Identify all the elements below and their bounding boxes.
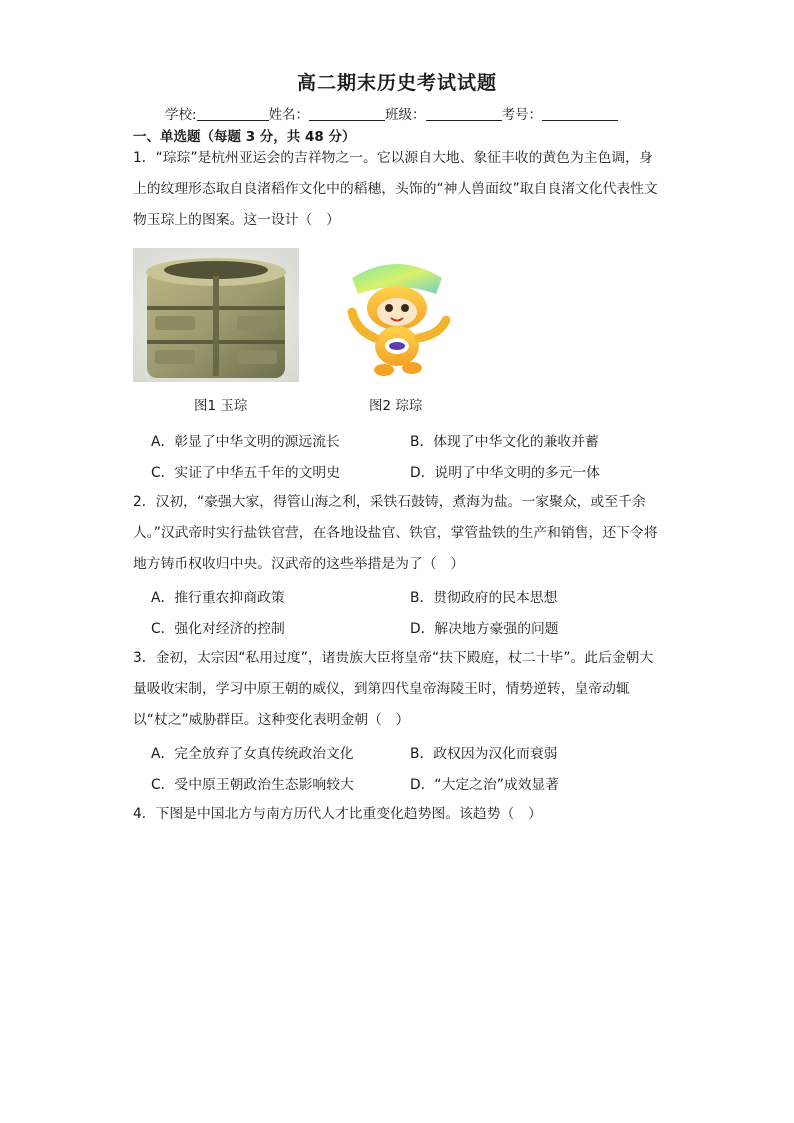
figure-1-caption: 图1 玉琮	[194, 398, 248, 414]
q3-option-d[interactable]: D．“大定之治”成效显著	[410, 777, 560, 793]
school-blank[interactable]	[197, 106, 269, 121]
question-2-text: 2．汉初，“豪强大家，得管山海之利，采铁石鼓铸，煮海为盐。一家聚众，或至千余人。”汉武帝时实行盐铁官营，在各地设盐官、铁官，掌管盐铁的生产和销售，还下令将地方铸币权收归中央。汉武帝的这些举措是为了（ ）	[133, 494, 658, 572]
section-heading: 一、单选题（每题 3 分，共 48 分）	[133, 129, 356, 145]
name-label: 姓名：	[268, 107, 310, 123]
q3-option-a[interactable]: A．完全放弃了女真传统政治文化	[151, 746, 354, 762]
q2-option-a[interactable]: A．推行重农抑商政策	[151, 590, 285, 606]
q1-option-d[interactable]: D．说明了中华文明的多元一体	[410, 465, 600, 481]
mascot-congcong-image	[342, 250, 452, 378]
q1-option-b[interactable]: B．体现了中华文化的兼收并蓄	[410, 434, 599, 450]
number-label: 考号：	[501, 107, 543, 123]
name-blank[interactable]	[309, 106, 385, 121]
figure-2-caption: 图2 琮琮	[369, 398, 423, 414]
q2-option-c[interactable]: C．强化对经济的控制	[151, 621, 285, 637]
q1-option-a[interactable]: A．彰显了中华文明的源远流长	[151, 434, 340, 450]
q2-option-b[interactable]: B．贯彻政府的民本思想	[410, 590, 558, 606]
q2-option-d[interactable]: D．解决地方豪强的问题	[410, 621, 559, 637]
q3-option-b[interactable]: B．政权因为汉化而衰弱	[410, 746, 558, 762]
question-1-text: 1．“琮琮”是杭州亚运会的吉祥物之一。它以源自大地、象征丰收的黄色为主色调，身上的纹理形态取自良渚稻作文化中的稻穗，头饰的“神人兽面纹”取自良渚文化代表性文物玉琮上的图案。这一设计（ ）	[133, 150, 658, 228]
jade-cong-image	[133, 248, 299, 382]
page-title: 高二期末历史考试试题	[296, 72, 497, 94]
question-3-text: 3．金初，太宗因“私用过度”，诸贵族大臣将皇帝“扶下殿庭，杖二十毕”。此后金朝大量吸收宋制，学习中原王朝的威仪，到第四代皇帝海陵王时，情势逆转，皇帝动辄以“杖之”威胁群臣。这种变化表明金朝（ ）	[133, 650, 654, 728]
number-blank[interactable]	[542, 106, 618, 121]
school-label: 学校:	[165, 107, 197, 123]
question-4-text: 4．下图是中国北方与南方历代人才比重变化趋势图。该趋势（ ）	[133, 806, 542, 822]
q1-option-c[interactable]: C．实证了中华五千年的文明史	[151, 465, 340, 481]
class-label: 班级：	[385, 107, 426, 123]
student-info-line	[165, 103, 618, 123]
q3-option-c[interactable]: C．受中原王朝政治生态影响较大	[151, 777, 354, 793]
class-blank[interactable]	[426, 106, 502, 121]
